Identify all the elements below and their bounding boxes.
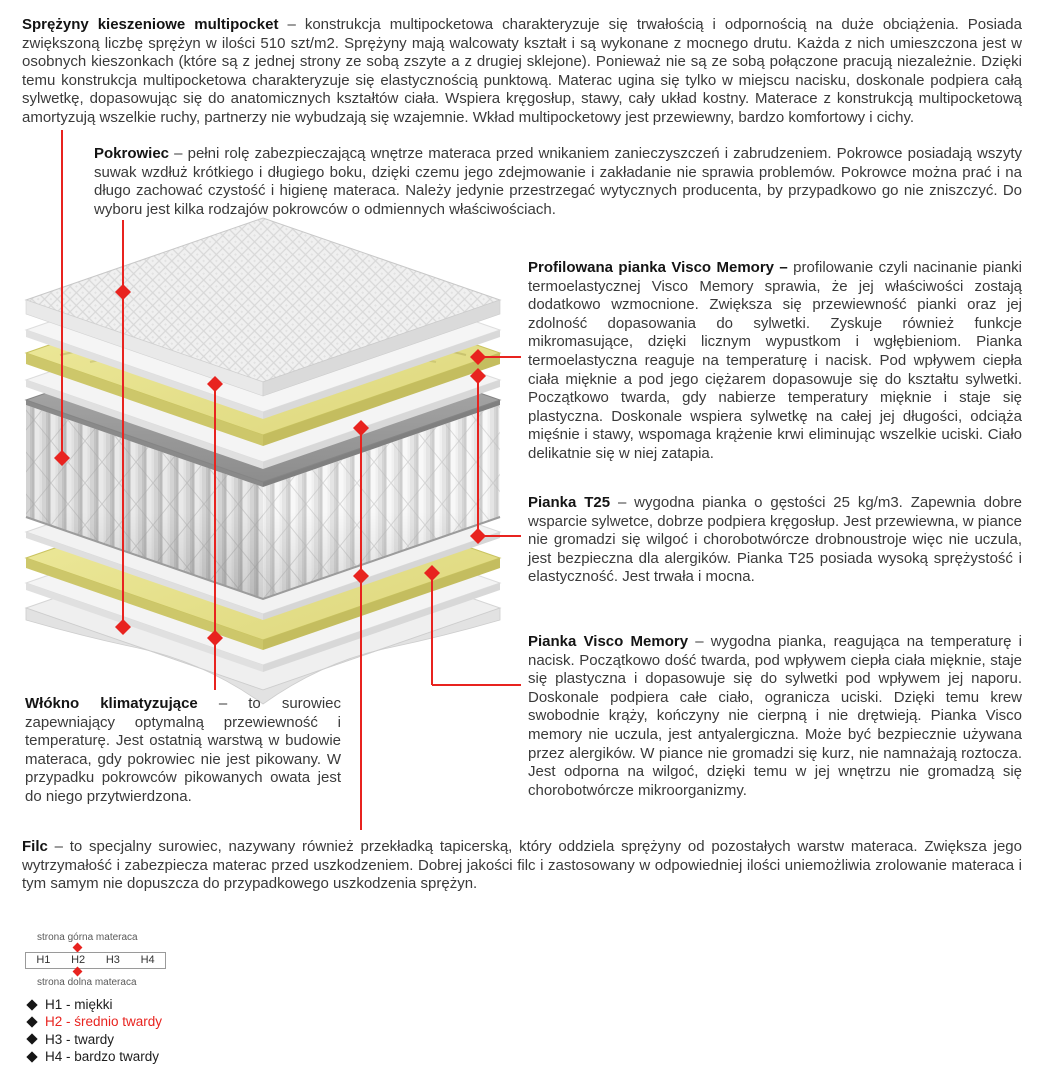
paragraph-filc: Filc – to specjalny surowiec, nazywany również przekładką tapicerską, który oddziela sprężyny od pozostałych warstw materaca. Zwiększa jego wytrzymałość i zabezpiecza materac przed uszkodzeniem. Dobrej jakości filc i zastosowany w odpowiedniej ilości uniemożliwia zrolowanie materaca i tym samym nie dopuszcza do przypadkowego uszkodzenia sprężyn.	[22, 838, 1022, 893]
paragraph-wlokno: Włókno klimatyzujące – to surowiec zapewniający optymalną przewiewność i temperaturę. Jest ostatnią warstwą w budowie materaca, gdy pokrowiec nie jest pikowany. W przypadku pokrowców pikowanych owata jest do niego przytwierdzona.	[25, 695, 342, 805]
hardness-level-h1: H1	[36, 954, 51, 966]
diamond-icon	[26, 999, 37, 1010]
paragraph-pokrowiec: Pokrowiec – pełni rolę zabezpieczającą wnętrze materaca przed wnikaniem zanieczyszczeń i zabrudzeniem. Pokrowce posiadają wszyty suwak wzdłuż krótkiego i długiego boku, dzięki czemu jego zdejmowanie i zakładanie nie sprawia problemów. Pokrowce można prać i na długo zachować czystość i higienę materaca. Należy jedynie przestrzegać wytycznych producenta, by przypadkowo go nie zniszczyć. Do wyboru jest kilka rodzajów pokrowców o odmiennych właściwościach.	[94, 145, 1022, 218]
heading-t25: Pianka T25	[528, 494, 611, 511]
diamond-icon	[26, 1016, 37, 1027]
paragraph-profilowana: Profilowana pianka Visco Memory – profilowanie czyli nacinanie pianki termoelastycznej Visco Memory sprawia, że jej właściwości zostają dodatkowo wzmocnione. Zwiększa się przewiewność pianki oraz jej zdolność dopasowania do sylwetki. Zyskuje również funkcje mikromasujące, dzięki licznym wypustkom i wgłębieniom. Pianka termoelastyczna reaguje na temperaturę i nacisk. Pod wpływem ciepła ciała mięknie a pod jego ciężarem dopasowuje się do kształtu sylwetki. Początkowo twarda, gdy nabierze temperatury mięknie i staje się plastyczna. Doskonale wspiera sylwetkę na całej jej długości, odciąża mięśnie i stawy, wspomaga krążenie krwi eliminując wszelkie uciski. Ciało delikatnie się w niej zatapia.	[528, 259, 1023, 462]
hardness-level-h2: H2	[71, 954, 86, 966]
legend-item-h1: H1 - miękki	[28, 996, 162, 1013]
paragraph-sprezyny: Sprężyny kieszeniowe multipocket – konstrukcja multipocketowa charakteryzuje się trwałością i odpornością na duże obciążenia. Posiada zwiększoną liczbę sprężyn w ilości 510 szt/m2. Sprężyny mają walcowaty kształt i są wykonane z mocnego drutu. Każda z nich umieszczona jest w osobnych kieszonkach (które są z jednej strony ze sobą zszyte a z drugiej sklejone). Ponieważ nie są ze sobą połączone pracują niezależnie. Dzięki temu konstrukcja multipocketowa charakteryzuje się elastycznością punktową. Materac ugina się tylko w miejscu nacisku, doskonale podpiera całą sylwetkę, dopasowując się do anatomicznych kształtów ciała. Wspiera kręgosłup, stawy, cały układ kostny. Materace z konstrukcją multipocketową amortyzują wszelkie ruchy, partnerzy nie wybudzają się wzajemnie. Wkład multipocketowy jest przewiewny, bardzo komfortowy i cichy.	[22, 16, 1022, 126]
hardness-legend	[28, 996, 162, 1065]
hardness-level-h4: H4	[140, 954, 155, 966]
legend-item-h3: H3 - twardy	[28, 1031, 162, 1048]
legend-item-h2-selected: H2 - średnio twardy	[28, 1013, 162, 1030]
heading-pokrowiec: Pokrowiec	[94, 145, 170, 162]
hardness-bottom-label: strona dolna materaca	[37, 977, 137, 988]
paragraph-t25: Pianka T25 – wygodna pianka o gęstości 25 kg/m3. Zapewnia dobre wsparcie sylwetce, dobrze podpiera kręgosłup. Jest przewiewna, w piance nie gromadzi się wilgoć i chorobotwórcze drobnoustroje więc nie uczula, jest bezpieczna dla alergików. Pianka T25 posiada wysoką sprężystość i elastyczność. Jest trwała i mocna.	[528, 494, 1022, 586]
heading-visco: Pianka Visco Memory	[528, 633, 689, 650]
diamond-icon	[26, 1051, 37, 1062]
hardness-top-label: strona górna materaca	[37, 932, 138, 943]
diamond-icon	[26, 1034, 37, 1045]
paragraph-visco: Pianka Visco Memory – wygodna pianka, reagująca na temperaturę i nacisk. Początkowo dość twarda, pod wpływem ciepła ciała mięknie, staje się plastyczna i dopasowuje się do sylwetki pod wpływem jej naporu. Doskonale podpiera całe ciało, ogranicza uciski. Dzięki temu krew swobodnie krąży, kończyny nie cierpną i nie drętwieją. Pianka Visco memory nie uczula, jest antyalergiczna. Może być bezpiecznie używana przez alergików. W piance nie gromadzi się kurz, nie namnażają roztocza. Jest odporna na wilgoć, dzięki temu w jej wnętrzu nie gromadzą się chorobotwórcze mikroorganizmy.	[528, 633, 1023, 799]
heading-profilowana: Profilowana pianka Visco Memory –	[528, 259, 788, 276]
hardness-scale-box	[25, 952, 166, 969]
heading-filc: Filc	[22, 838, 48, 855]
hardness-level-h3: H3	[105, 954, 120, 966]
heading-wlokno: Włókno klimatyzujące	[25, 695, 198, 712]
heading-sprezyny: Sprężyny kieszeniowe multipocket	[22, 16, 279, 33]
legend-item-h4: H4 - bardzo twardy	[28, 1048, 162, 1065]
